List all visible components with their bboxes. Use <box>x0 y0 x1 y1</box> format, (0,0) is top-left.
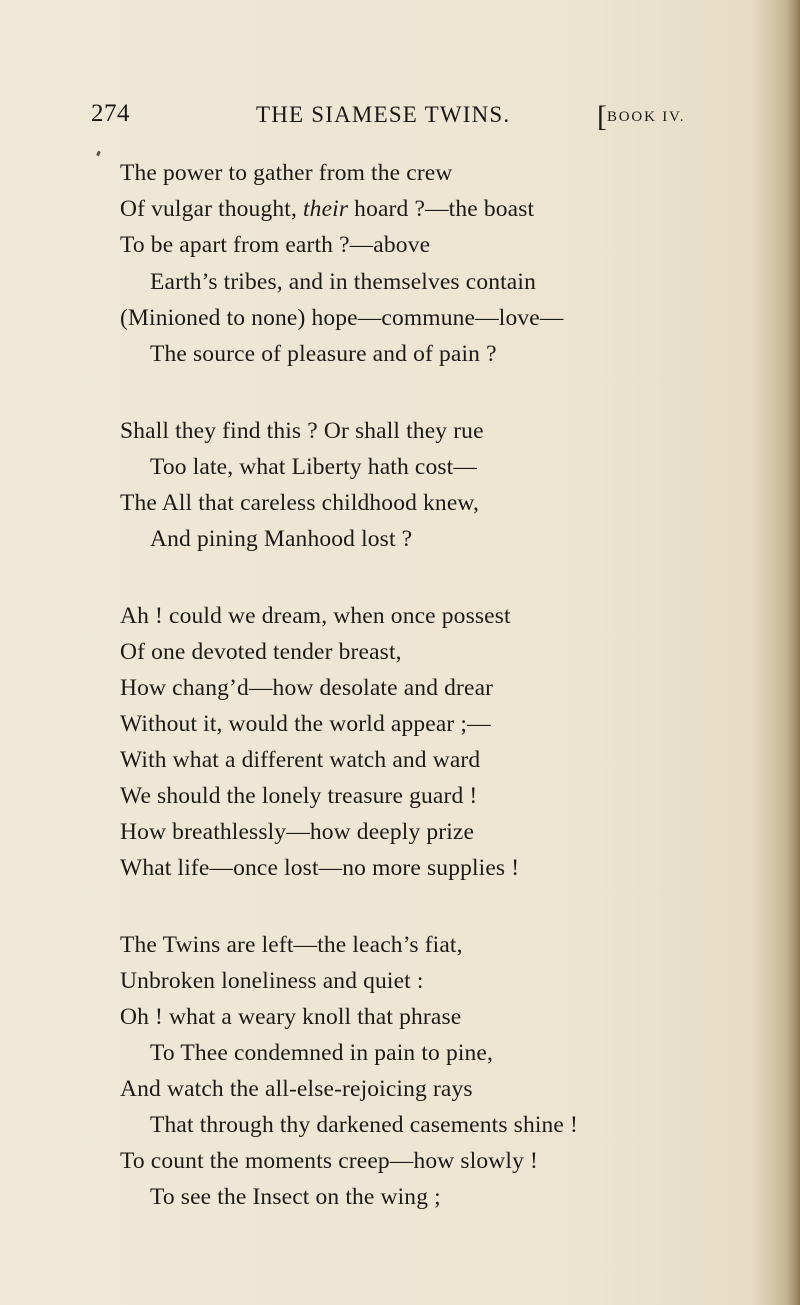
poem-line <box>120 198 534 222</box>
page-number: 274 <box>91 100 130 127</box>
poem-line: What life—once lost—no more supplies ! <box>120 855 520 881</box>
poem-line: How breathlessly—how deeply prize <box>120 819 475 845</box>
poem-line: The All that careless childhood knew, <box>120 490 480 516</box>
poem-line: Ah ! could we dream, when once possest <box>120 603 511 629</box>
poem-line: Of one devoted tender breast, <box>120 639 402 665</box>
poem-line: To see the Insect on the wing ; <box>150 1184 441 1210</box>
poem-line: Without it, would the world appear ;— <box>120 711 491 737</box>
poem-line: Unbroken loneliness and quiet : <box>120 968 424 994</box>
poem-line: (Minioned to none) hope—commune—love— <box>120 305 564 331</box>
poem-line: The power to gather from the crew <box>120 160 453 186</box>
poem-line: How chang’d—how desolate and drear <box>120 675 494 701</box>
section-bracket: [ <box>597 100 607 133</box>
poem-line: To count the moments creep—how slowly ! <box>120 1148 538 1174</box>
poem-line-italic: their <box>303 196 349 222</box>
poem-line: Earth’s tribes, and in themselves contain <box>150 269 536 295</box>
poem-line: And watch the all-else-rejoicing rays <box>120 1076 473 1102</box>
poem-line: With what a different watch and ward <box>120 747 481 773</box>
poem-line: The source of pleasure and of pain ? <box>150 341 497 367</box>
poem-line-segment: Of vulgar thought, <box>120 196 303 222</box>
poem-line: Too late, what Liberty hath cost— <box>150 454 477 480</box>
poem-line: Shall they find this ? Or shall they rue <box>120 418 484 444</box>
running-title: THE SIAMESE TWINS. <box>256 102 511 127</box>
poem-line-segment: hoard ?—the boast <box>348 196 535 222</box>
poem-line: To be apart from earth ?—above <box>120 232 431 258</box>
poem-line: To Thee condemned in pain to pine, <box>150 1040 494 1066</box>
poem-line: The Twins are left—the leach’s fiat, <box>120 932 463 958</box>
poem-line: We should the lonely treasure guard ! <box>120 783 478 809</box>
poem-line: And pining Manhood lost ? <box>150 526 413 552</box>
poem-line: Oh ! what a weary knoll that phrase <box>120 1004 462 1030</box>
section-label-text: BOOK IV. <box>607 109 686 125</box>
poem-line: That through thy darkened casements shine ! <box>150 1112 579 1138</box>
